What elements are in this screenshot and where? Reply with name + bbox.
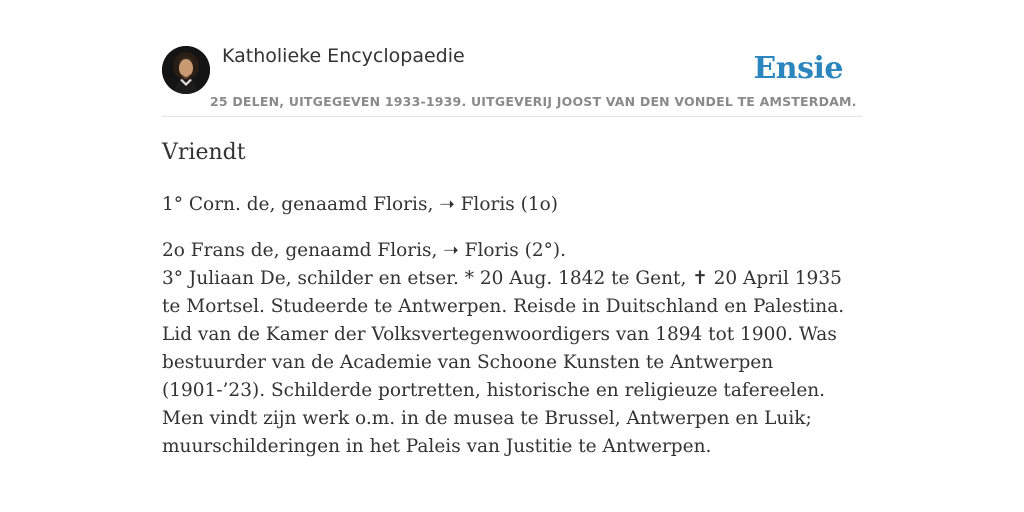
header [162,0,862,117]
publication-subtitle: 25 DELEN, UITGEGEVEN 1933-1939. UITGEVERIJ JOOST VAN DEN VONDEL TE AMSTERDAM. [210,94,857,109]
paragraph-line: 3° Juliaan De, schilder en etser. * 20 Aug. 1842 te Gent, ✝ 20 April 1935 te Mortsel. Studeerde te Antwerpen. Reisde in Duitschland en Palestina. Lid van de Kamer der Volksvertegenwoordigers van 1894 tot 1900. Was bestuurder van de Academie van Schoone Kunsten te Antwerpen (1901-’23). Schilderde portretten, historische en religieuze tafereelen. Men vindt zijn werk o.m. in de musea te Brussel, Antwerpen en Luik; muurschilderingen in het Paleis van Justitie te Antwerpen. [162,268,845,457]
paragraph-line: 2o Frans de, genaamd Floris, ➝ Floris (2°). [162,240,567,261]
paragraph [162,237,862,461]
page [162,0,862,512]
paragraph: 1° Corn. de, genaamd Floris, ➝ Floris (1o) [162,194,558,215]
vondel-portrait-icon[interactable] [162,46,210,94]
article-body [162,191,862,479]
article-title: Vriendt [162,140,246,165]
publication-title[interactable]: Katholieke Encyclopaedie [222,45,465,67]
ensie-logo[interactable]: Ensie [753,51,843,86]
